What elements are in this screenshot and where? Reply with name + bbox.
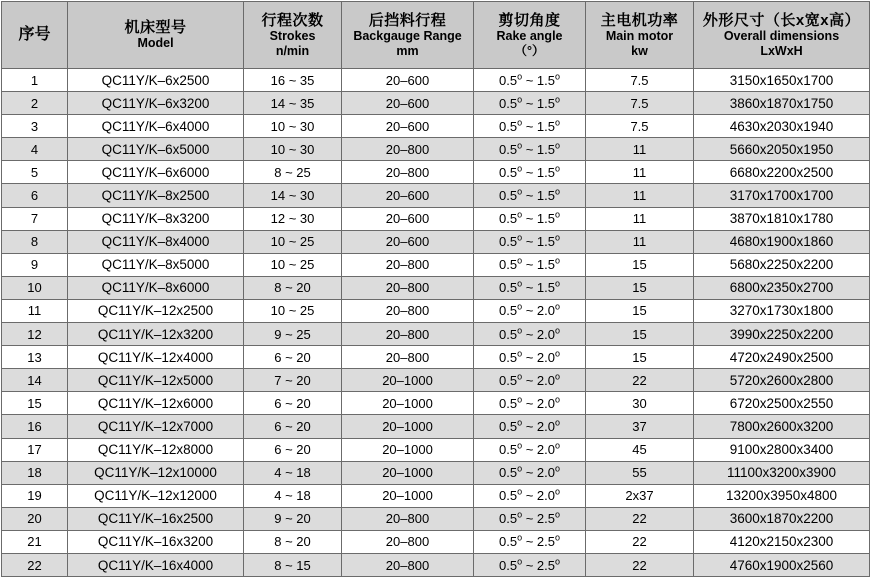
- cell-dimensions: 3270x1730x1800: [694, 299, 870, 322]
- column-header-main-motor-en: Main motor: [605, 29, 674, 44]
- cell-serial-number: 2: [2, 92, 68, 115]
- cell-backgauge: 20–600: [342, 69, 474, 92]
- cell-backgauge: 20–1000: [342, 415, 474, 438]
- table-row: [2, 415, 870, 438]
- cell-serial-number: 6: [2, 184, 68, 207]
- cell-main-motor: 45: [586, 438, 694, 461]
- cell-strokes: 6 ~ 20: [244, 346, 342, 369]
- cell-strokes: 14 ~ 30: [244, 184, 342, 207]
- table-row: [2, 184, 870, 207]
- specifications-table: [1, 1, 870, 577]
- cell-rake-angle: 0.5$^o$ ~ 2.0$^o$: [474, 369, 586, 392]
- cell-dimensions: 4120x2150x2300: [694, 530, 870, 553]
- column-header-main-motor-unit: kw: [631, 43, 648, 58]
- cell-dimensions: 3150x1650x1700: [694, 69, 870, 92]
- cell-strokes: 10 ~ 30: [244, 138, 342, 161]
- cell-serial-number: 14: [2, 369, 68, 392]
- cell-serial-number: 1: [2, 69, 68, 92]
- table-row: [2, 346, 870, 369]
- column-header-dimensions: [694, 2, 870, 69]
- cell-serial-number: 5: [2, 161, 68, 184]
- cell-model: QC11Y/K–12x5000: [68, 369, 244, 392]
- table-body: [2, 69, 870, 577]
- cell-model: QC11Y/K–6x3200: [68, 92, 244, 115]
- column-header-backgauge-en: Backgauge Range: [353, 29, 462, 44]
- cell-rake-angle: 0.5$^o$ ~ 1.5$^o$: [474, 253, 586, 276]
- cell-rake-angle: 0.5$^o$ ~ 1.5$^o$: [474, 138, 586, 161]
- column-header-rake-angle-unit: （°）: [514, 43, 545, 58]
- cell-rake-angle: 0.5$^o$ ~ 1.5$^o$: [474, 207, 586, 230]
- table-row: [2, 253, 870, 276]
- column-header-backgauge-unit: mm: [396, 43, 419, 58]
- column-header-model-en: Model: [137, 36, 174, 51]
- table-row: [2, 438, 870, 461]
- cell-rake-angle: 0.5$^o$ ~ 1.5$^o$: [474, 92, 586, 115]
- column-header-model-cn: 机床型号: [124, 19, 187, 37]
- cell-strokes: 10 ~ 25: [244, 253, 342, 276]
- cell-strokes: 7 ~ 20: [244, 369, 342, 392]
- cell-model: QC11Y/K–12x12000: [68, 484, 244, 507]
- cell-main-motor: 11: [586, 207, 694, 230]
- cell-strokes: 8 ~ 20: [244, 530, 342, 553]
- cell-dimensions: 13200x3950x4800: [694, 484, 870, 507]
- cell-serial-number: 13: [2, 346, 68, 369]
- cell-rake-angle: 0.5$^o$ ~ 1.5$^o$: [474, 276, 586, 299]
- cell-model: QC11Y/K–8x2500: [68, 184, 244, 207]
- cell-dimensions: 5680x2250x2200: [694, 253, 870, 276]
- cell-main-motor: 55: [586, 461, 694, 484]
- cell-strokes: 6 ~ 20: [244, 415, 342, 438]
- table-row: [2, 392, 870, 415]
- cell-rake-angle: 0.5$^o$ ~ 1.5$^o$: [474, 69, 586, 92]
- cell-backgauge: 20–800: [342, 346, 474, 369]
- cell-model: QC11Y/K–12x10000: [68, 461, 244, 484]
- cell-strokes: 14 ~ 35: [244, 92, 342, 115]
- cell-main-motor: 22: [586, 507, 694, 530]
- cell-main-motor: 11: [586, 161, 694, 184]
- table-row: [2, 230, 870, 253]
- cell-model: QC11Y/K–16x4000: [68, 553, 244, 576]
- cell-rake-angle: 0.5$^o$ ~ 2.0$^o$: [474, 484, 586, 507]
- cell-dimensions: 4720x2490x2500: [694, 346, 870, 369]
- cell-main-motor: 37: [586, 415, 694, 438]
- cell-model: QC11Y/K–12x4000: [68, 346, 244, 369]
- cell-main-motor: 22: [586, 369, 694, 392]
- column-header-rake-angle: [474, 2, 586, 69]
- cell-strokes: 10 ~ 25: [244, 299, 342, 322]
- column-header-backgauge: [342, 2, 474, 69]
- cell-model: QC11Y/K–6x5000: [68, 138, 244, 161]
- cell-strokes: 8 ~ 20: [244, 276, 342, 299]
- cell-model: QC11Y/K–12x8000: [68, 438, 244, 461]
- cell-model: QC11Y/K–8x3200: [68, 207, 244, 230]
- cell-main-motor: 7.5: [586, 69, 694, 92]
- cell-serial-number: 17: [2, 438, 68, 461]
- cell-main-motor: 22: [586, 530, 694, 553]
- cell-backgauge: 20–800: [342, 323, 474, 346]
- cell-main-motor: 15: [586, 346, 694, 369]
- column-header-main-motor: [586, 2, 694, 69]
- cell-dimensions: 6680x2200x2500: [694, 161, 870, 184]
- cell-serial-number: 16: [2, 415, 68, 438]
- cell-dimensions: 3870x1810x1780: [694, 207, 870, 230]
- table-header: [2, 2, 870, 69]
- cell-rake-angle: 0.5$^o$ ~ 2.5$^o$: [474, 507, 586, 530]
- table-row: [2, 484, 870, 507]
- cell-backgauge: 20–600: [342, 230, 474, 253]
- table-row: [2, 115, 870, 138]
- cell-dimensions: 3600x1870x2200: [694, 507, 870, 530]
- cell-main-motor: 7.5: [586, 115, 694, 138]
- cell-main-motor: 11: [586, 138, 694, 161]
- table-row: [2, 207, 870, 230]
- cell-serial-number: 4: [2, 138, 68, 161]
- cell-model: QC11Y/K–12x3200: [68, 323, 244, 346]
- cell-rake-angle: 0.5$^o$ ~ 2.0$^o$: [474, 415, 586, 438]
- column-header-model: [68, 2, 244, 69]
- cell-strokes: 4 ~ 18: [244, 461, 342, 484]
- cell-serial-number: 21: [2, 530, 68, 553]
- column-header-serial-number-cn: 序号: [18, 25, 51, 43]
- column-header-strokes-cn: 行程次数: [261, 12, 324, 29]
- cell-backgauge: 20–800: [342, 138, 474, 161]
- cell-backgauge: 20–600: [342, 184, 474, 207]
- cell-serial-number: 12: [2, 323, 68, 346]
- cell-backgauge: 20–600: [342, 207, 474, 230]
- cell-model: QC11Y/K–6x2500: [68, 69, 244, 92]
- cell-backgauge: 20–800: [342, 253, 474, 276]
- cell-serial-number: 10: [2, 276, 68, 299]
- table-row: [2, 323, 870, 346]
- table-row: [2, 138, 870, 161]
- cell-strokes: 6 ~ 20: [244, 438, 342, 461]
- column-header-strokes-unit: n/min: [275, 43, 310, 58]
- cell-rake-angle: 0.5$^o$ ~ 2.5$^o$: [474, 530, 586, 553]
- column-header-strokes: [244, 2, 342, 69]
- cell-backgauge: 20–800: [342, 299, 474, 322]
- cell-backgauge: 20–600: [342, 92, 474, 115]
- cell-dimensions: 9100x2800x3400: [694, 438, 870, 461]
- cell-dimensions: 4680x1900x1860: [694, 230, 870, 253]
- cell-strokes: 9 ~ 25: [244, 323, 342, 346]
- cell-rake-angle: 0.5$^o$ ~ 2.0$^o$: [474, 346, 586, 369]
- cell-strokes: 16 ~ 35: [244, 69, 342, 92]
- cell-backgauge: 20–1000: [342, 484, 474, 507]
- cell-serial-number: 11: [2, 299, 68, 322]
- cell-dimensions: 11100x3200x3900: [694, 461, 870, 484]
- cell-strokes: 10 ~ 25: [244, 230, 342, 253]
- cell-backgauge: 20–600: [342, 115, 474, 138]
- cell-rake-angle: 0.5$^o$ ~ 2.0$^o$: [474, 438, 586, 461]
- cell-serial-number: 15: [2, 392, 68, 415]
- cell-serial-number: 8: [2, 230, 68, 253]
- cell-strokes: 8 ~ 25: [244, 161, 342, 184]
- cell-strokes: 8 ~ 15: [244, 553, 342, 576]
- cell-serial-number: 20: [2, 507, 68, 530]
- table-row: [2, 553, 870, 576]
- table-row: [2, 92, 870, 115]
- cell-serial-number: 9: [2, 253, 68, 276]
- cell-backgauge: 20–1000: [342, 438, 474, 461]
- cell-rake-angle: 0.5$^o$ ~ 2.5$^o$: [474, 553, 586, 576]
- cell-rake-angle: 0.5$^o$ ~ 2.0$^o$: [474, 392, 586, 415]
- cell-backgauge: 20–800: [342, 161, 474, 184]
- table-row: [2, 530, 870, 553]
- cell-dimensions: 3990x2250x2200: [694, 323, 870, 346]
- table-row: [2, 276, 870, 299]
- cell-model: QC11Y/K–6x4000: [68, 115, 244, 138]
- cell-strokes: 9 ~ 20: [244, 507, 342, 530]
- cell-main-motor: 7.5: [586, 92, 694, 115]
- cell-serial-number: 22: [2, 553, 68, 576]
- cell-rake-angle: 0.5$^o$ ~ 2.0$^o$: [474, 299, 586, 322]
- table-row: [2, 299, 870, 322]
- table-row: [2, 69, 870, 92]
- cell-backgauge: 20–800: [342, 507, 474, 530]
- cell-strokes: 12 ~ 30: [244, 207, 342, 230]
- column-header-dimensions-en: Overall dimensions: [723, 29, 840, 44]
- table-row: [2, 507, 870, 530]
- cell-serial-number: 19: [2, 484, 68, 507]
- cell-main-motor: 15: [586, 253, 694, 276]
- cell-main-motor: 15: [586, 299, 694, 322]
- column-header-main-motor-cn: 主电机功率: [600, 12, 679, 29]
- cell-dimensions: 3170x1700x1700: [694, 184, 870, 207]
- column-header-rake-angle-cn: 剪切角度: [498, 12, 561, 29]
- cell-backgauge: 20–800: [342, 530, 474, 553]
- cell-backgauge: 20–1000: [342, 369, 474, 392]
- column-header-dimensions-unit: LxWxH: [760, 43, 803, 58]
- cell-main-motor: 22: [586, 553, 694, 576]
- cell-model: QC11Y/K–6x6000: [68, 161, 244, 184]
- cell-serial-number: 3: [2, 115, 68, 138]
- cell-serial-number: 7: [2, 207, 68, 230]
- column-header-serial-number: [2, 2, 68, 69]
- cell-model: QC11Y/K–16x3200: [68, 530, 244, 553]
- cell-dimensions: 5660x2050x1950: [694, 138, 870, 161]
- cell-dimensions: 6720x2500x2550: [694, 392, 870, 415]
- cell-dimensions: 4760x1900x2560: [694, 553, 870, 576]
- cell-dimensions: 3860x1870x1750: [694, 92, 870, 115]
- cell-main-motor: 2x37: [586, 484, 694, 507]
- cell-strokes: 4 ~ 18: [244, 484, 342, 507]
- cell-main-motor: 11: [586, 230, 694, 253]
- cell-model: QC11Y/K–12x2500: [68, 299, 244, 322]
- cell-backgauge: 20–800: [342, 276, 474, 299]
- cell-backgauge: 20–1000: [342, 392, 474, 415]
- cell-model: QC11Y/K–12x6000: [68, 392, 244, 415]
- cell-dimensions: 7800x2600x3200: [694, 415, 870, 438]
- cell-model: QC11Y/K–8x4000: [68, 230, 244, 253]
- header-row: [2, 2, 870, 69]
- cell-dimensions: 6800x2350x2700: [694, 276, 870, 299]
- cell-backgauge: 20–800: [342, 553, 474, 576]
- table-row: [2, 369, 870, 392]
- table-row: [2, 461, 870, 484]
- cell-backgauge: 20–1000: [342, 461, 474, 484]
- cell-main-motor: 11: [586, 184, 694, 207]
- cell-rake-angle: 0.5$^o$ ~ 1.5$^o$: [474, 184, 586, 207]
- cell-main-motor: 15: [586, 276, 694, 299]
- cell-model: QC11Y/K–12x7000: [68, 415, 244, 438]
- cell-dimensions: 4630x2030x1940: [694, 115, 870, 138]
- cell-rake-angle: 0.5$^o$ ~ 1.5$^o$: [474, 161, 586, 184]
- cell-main-motor: 30: [586, 392, 694, 415]
- cell-dimensions: 5720x2600x2800: [694, 369, 870, 392]
- column-header-backgauge-cn: 后挡料行程: [368, 12, 447, 29]
- column-header-dimensions-cn: 外形尺寸（长x宽x高）: [702, 12, 861, 29]
- cell-model: QC11Y/K–8x5000: [68, 253, 244, 276]
- cell-strokes: 6 ~ 20: [244, 392, 342, 415]
- cell-rake-angle: 0.5$^o$ ~ 2.0$^o$: [474, 323, 586, 346]
- table-row: [2, 161, 870, 184]
- cell-model: QC11Y/K–8x6000: [68, 276, 244, 299]
- cell-model: QC11Y/K–16x2500: [68, 507, 244, 530]
- cell-rake-angle: 0.5$^o$ ~ 1.5$^o$: [474, 230, 586, 253]
- cell-serial-number: 18: [2, 461, 68, 484]
- column-header-rake-angle-en: Rake angle: [496, 29, 563, 44]
- cell-main-motor: 15: [586, 323, 694, 346]
- column-header-strokes-en: Strokes: [269, 29, 316, 44]
- cell-strokes: 10 ~ 30: [244, 115, 342, 138]
- cell-rake-angle: 0.5$^o$ ~ 1.5$^o$: [474, 115, 586, 138]
- cell-rake-angle: 0.5$^o$ ~ 2.0$^o$: [474, 461, 586, 484]
